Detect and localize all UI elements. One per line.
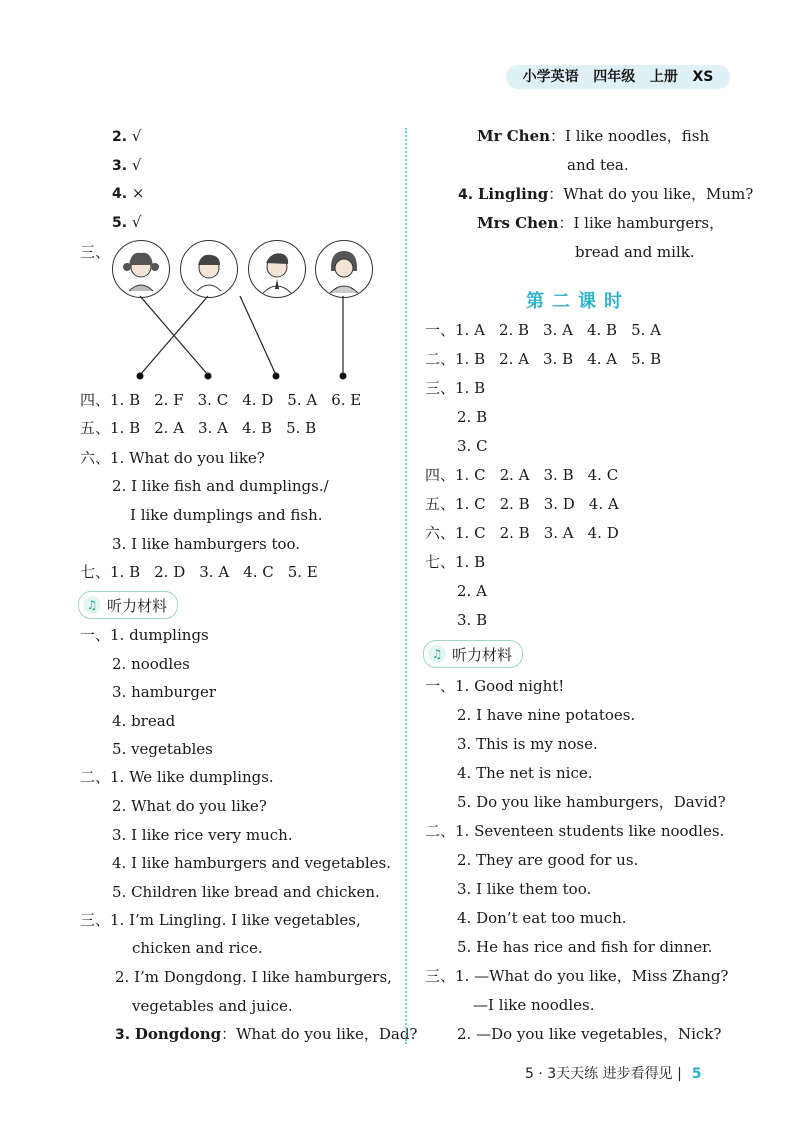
answer-item: 3. I like them too. <box>457 880 592 898</box>
answer-item: 2. F <box>154 391 184 409</box>
answer-item: 2. A <box>457 582 487 600</box>
answer-line: 2. —Do you like vegetables，Nick? <box>457 1025 722 1043</box>
answer-item: 5. Children like bread and chicken. <box>112 883 380 901</box>
answer-item: 4. D <box>242 391 274 409</box>
answer-item: 3. D <box>543 495 575 513</box>
answer-item: 4. Don’t eat too much. <box>457 909 627 927</box>
answer-item: 2. A <box>499 466 530 484</box>
answer-line: 4. Lingling：What do you like，Mum? <box>458 185 754 203</box>
answer-row: 五、1. C 2. B 3. D 4. A <box>425 495 619 513</box>
answer-item: 4. I like hamburgers and vegetables. <box>112 854 391 872</box>
answer-item: 5. E <box>287 563 318 581</box>
answer-item: 1. B <box>110 563 141 581</box>
answer-item: 3. C <box>457 437 488 455</box>
answer-item: 1. B <box>455 379 486 397</box>
answer-line: Mr Chen：I like noodles，fish <box>477 127 710 145</box>
answer-row: 七、1. B 2. D 3. A 4. C 5. E <box>80 563 318 581</box>
answer-item: 4. bread <box>112 712 176 730</box>
answer-line: and tea. <box>567 156 629 174</box>
book-header: 小学英语 四年级 上册 XS <box>506 65 730 89</box>
headphones-icon: ♫ <box>83 596 101 614</box>
answer-item: 1. B <box>455 350 486 368</box>
listening-material-tag: ♫ 听力材料 <box>78 591 178 619</box>
answer-item: 4. D <box>587 524 619 542</box>
answer-item: 6. E <box>331 391 362 409</box>
headphones-icon: ♫ <box>428 645 446 663</box>
answer-row: 三、1. I’m Lingling. I like vegetables, <box>80 911 361 929</box>
answer-item: 1. C <box>455 524 486 542</box>
answer-line: —I like noodles. <box>473 996 595 1014</box>
answer-item: 3. B <box>543 350 574 368</box>
answer-item: 1. dumplings <box>110 626 209 644</box>
answer-item: 4. C <box>243 563 274 581</box>
answer-item: 2. They are good for us. <box>457 851 639 869</box>
answer-item: 3. hamburger <box>112 683 216 701</box>
answer-item: 1. We like dumplings. <box>110 768 274 786</box>
answer-item: 4. C <box>587 466 619 484</box>
page-footer: 5 · 3天天练 进步看得见 | 5 <box>525 1066 702 1082</box>
answer-item: 2. D <box>154 563 186 581</box>
column-divider <box>405 128 407 1044</box>
answer-item: 4. B <box>586 321 618 339</box>
answer-row: 六、1. What do you like? <box>80 449 265 467</box>
answer-item: 5. vegetables <box>112 740 213 758</box>
answer-item: 4. The net is nice. <box>457 764 593 782</box>
answer-line: 2. I’m Dongdong. I like hamburgers, <box>115 968 392 986</box>
answer-item: 5. A <box>631 321 661 339</box>
answer-item: 1. B <box>110 391 141 409</box>
answer-item: 2. What do you like? <box>112 797 267 815</box>
answer-line: 4. × <box>112 184 145 202</box>
answer-row: 二、1. We like dumplings. <box>80 768 274 786</box>
lesson-title: 第二课时 <box>526 291 630 312</box>
answer-item: 2. B <box>499 524 530 542</box>
answer-line: 2. I like fish and dumplings./ <box>112 477 329 495</box>
answer-item: 1. C <box>455 495 486 513</box>
answer-item: 2. noodles <box>112 655 190 673</box>
answer-item: 5. B <box>286 419 317 437</box>
answer-row: 一、1. A 2. B 3. A 4. B 5. A <box>425 321 661 339</box>
answer-item: 1. B <box>110 419 141 437</box>
answer-row: 一、1. Good night! <box>425 677 565 695</box>
answer-line: 5. √ <box>112 213 142 231</box>
answer-row: 六、1. C 2. B 3. A 4. D <box>425 524 619 542</box>
answer-row: 七、1. B <box>425 553 486 571</box>
page-number: 5 <box>691 1066 702 1082</box>
answer-item: 2. B <box>498 321 530 339</box>
answer-item: 4. A <box>588 495 619 513</box>
answer-item: 5. A <box>287 391 318 409</box>
answer-item: 3. B <box>457 611 488 629</box>
answer-item: 3. A <box>543 321 573 339</box>
answer-row: 二、1. Seventeen students like noodles. <box>425 822 725 840</box>
answer-item: 3. A <box>543 524 574 542</box>
answer-line: 3. Dongdong：What do you like，Dad? <box>115 1025 418 1043</box>
answer-item: 2. A <box>499 350 530 368</box>
answer-item: 3. This is my nose. <box>457 735 598 753</box>
answer-item: 3. I like rice very much. <box>112 826 293 844</box>
answer-item: 5. B <box>631 350 662 368</box>
answer-item: 4. A <box>587 350 618 368</box>
answer-item: 5. Do you like hamburgers，David? <box>457 793 726 811</box>
answer-line: chicken and rice. <box>132 939 263 957</box>
answer-row: 五、1. B 2. A 3. A 4. B 5. B <box>80 419 317 437</box>
answer-row: 三、1. —What do you like，Miss Zhang? <box>425 967 729 985</box>
answer-line: 3. I like hamburgers too. <box>112 535 301 553</box>
answer-row: 四、1. B 2. F 3. C 4. D 5. A 6. E <box>80 391 362 409</box>
answer-item: 3. A <box>199 563 230 581</box>
answer-item: 4. B <box>241 419 273 437</box>
answer-item: 1. B <box>455 553 486 571</box>
answer-line: bread and milk. <box>575 243 695 261</box>
answer-row: 四、1. C 2. A 3. B 4. C <box>425 466 619 484</box>
answer-line: 3. √ <box>112 156 142 174</box>
answer-item: 3. C <box>197 391 229 409</box>
answer-item: 1. Seventeen students like noodles. <box>455 822 725 840</box>
answer-item: 1. A <box>455 321 485 339</box>
answer-item: 3. A <box>198 419 228 437</box>
listening-material-tag: ♫ 听力材料 <box>423 640 523 668</box>
answer-item: 2. B <box>499 495 530 513</box>
answer-line: Mrs Chen：I like hamburgers， <box>477 214 725 232</box>
answer-item: 2. B <box>457 408 488 426</box>
section-label: 三、 <box>80 243 111 261</box>
answer-line: vegetables and juice. <box>132 997 293 1015</box>
answer-row: 三、1. B <box>425 379 486 397</box>
answer-line: 2. √ <box>112 127 142 145</box>
matching-lines <box>0 0 400 400</box>
answer-item: 2. I have nine potatoes. <box>457 706 636 724</box>
answer-item: 3. B <box>543 466 574 484</box>
answer-item: 1. C <box>455 466 486 484</box>
answer-item: 2. A <box>154 419 185 437</box>
answer-item: 1. Good night! <box>455 677 565 695</box>
answer-line: I like dumplings and fish. <box>130 506 323 524</box>
answer-item: 5. He has rice and fish for dinner. <box>457 938 713 956</box>
answer-row: 二、1. B 2. A 3. B 4. A 5. B <box>425 350 662 368</box>
answer-row: 一、1. dumplings <box>80 626 209 644</box>
